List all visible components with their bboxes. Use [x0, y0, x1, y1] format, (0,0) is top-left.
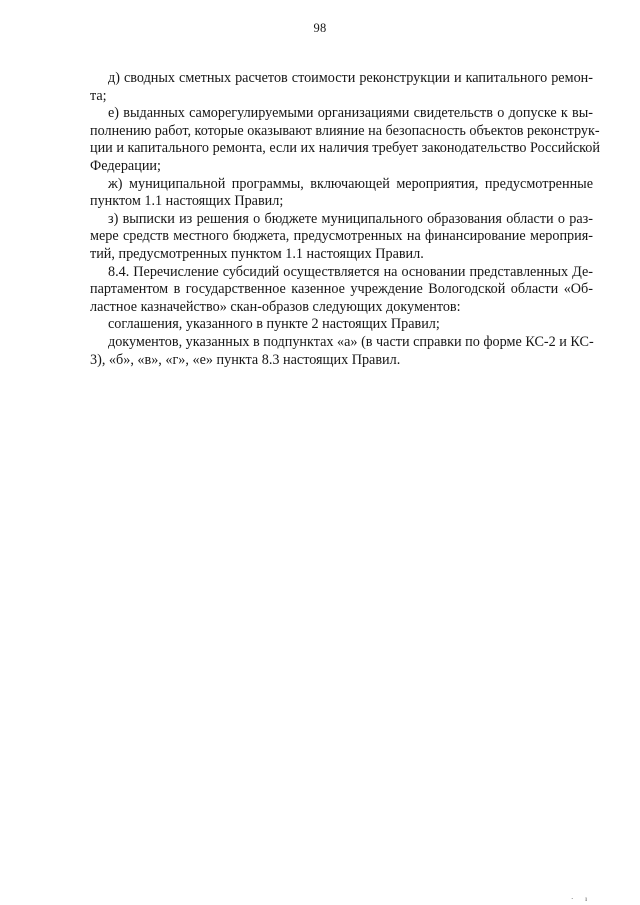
text-line: з) выписки из решения о бюджете муниципального образования области о раз- — [108, 210, 593, 227]
text-line: ластное казначейство» скан-образов следующих документов: — [90, 298, 461, 315]
scan-marks: · ı — [571, 895, 593, 903]
text-line: тий, предусмотренных пунктом 1.1 настоящих Правил. — [90, 245, 424, 262]
text-line: д) сводных сметных расчетов стоимости реконструкции и капитального ремон- — [108, 70, 593, 86]
text-line: 3), «б», «в», «г», «е» пункта 8.3 настоящих Правил. — [90, 351, 401, 368]
text-line: е) выданных саморегулируемыми организациями свидетельств о допуске к вы- — [108, 105, 593, 122]
text-line: ж) муниципальной программы, включающей мероприятия, предусмотренные — [108, 175, 593, 192]
document-body — [90, 70, 600, 369]
text-line: мере средств местного бюджета, предусмотренных на финансирование мероприя- — [90, 228, 593, 245]
text-line: 8.4. Перечисление субсидий осуществляется на основании представленных Де- — [108, 263, 593, 280]
text-line: полнению работ, которые оказывают влияние на безопасность объектов реконструк- — [90, 122, 600, 139]
text-line: Федерации; — [90, 157, 161, 174]
text-line: документов, указанных в подпунктах «а» (в части справки по форме КС-2 и КС- — [108, 333, 594, 350]
text-line: ции и капитального ремонта, если их наличия требует законодательство Российской — [90, 140, 600, 157]
page-number: 98 — [313, 21, 327, 35]
text-line: соглашения, указанного в пункте 2 настоящих Правил; — [108, 316, 440, 333]
text-line: пунктом 1.1 настоящих Правил; — [90, 193, 284, 210]
text-line: та; — [90, 87, 107, 104]
text-line: партаментом в государственное казенное учреждение Вологодской области «Об- — [90, 281, 593, 298]
